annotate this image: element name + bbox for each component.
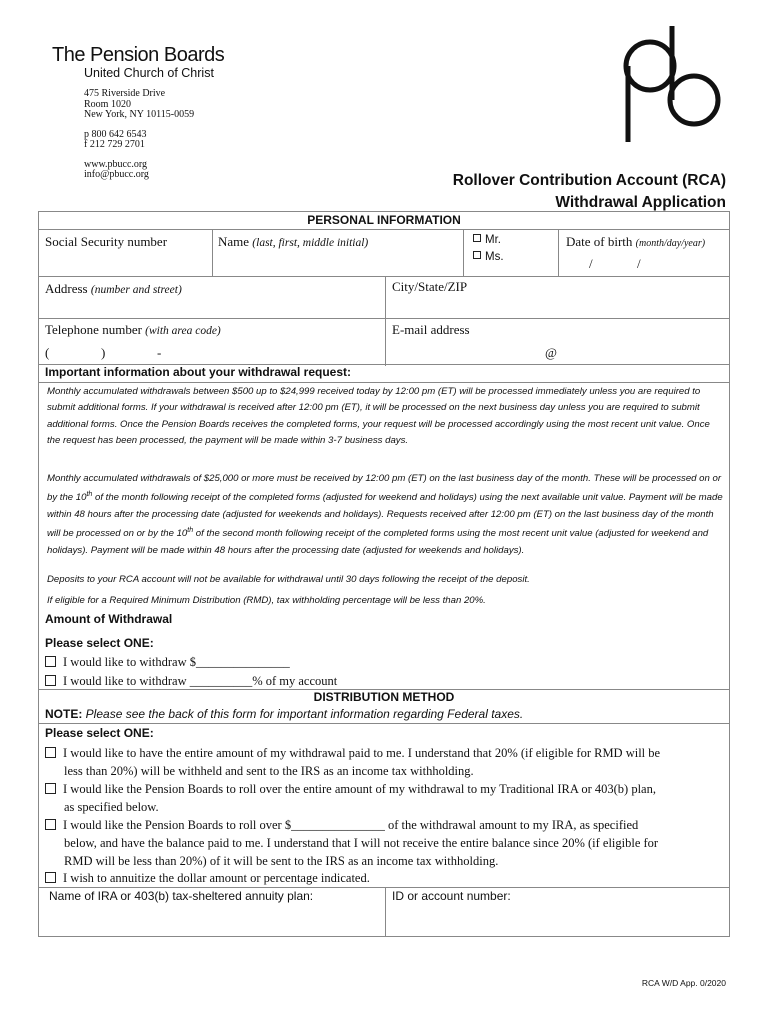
name-label: Name bbox=[218, 234, 253, 249]
form-title bbox=[453, 170, 726, 214]
option-3-line-2: below, and have the balance paid to me. I understand that I will not receive the entire balance since 20% (if eligible for bbox=[64, 836, 659, 850]
title-line-1: Rollover Contribution Account (RCA) bbox=[452, 172, 726, 189]
ssn-label: Social Security number bbox=[45, 234, 168, 249]
name-field[interactable] bbox=[218, 234, 368, 250]
address-field[interactable] bbox=[45, 281, 182, 297]
pb-logo-icon bbox=[618, 24, 726, 144]
account-id-field[interactable] bbox=[392, 889, 511, 903]
option-2-line-2: as specified below. bbox=[64, 800, 159, 814]
distribution-option-rollover-entire[interactable] bbox=[45, 780, 656, 816]
ms-box-icon bbox=[473, 251, 481, 259]
important-paragraph-2 bbox=[47, 471, 723, 559]
personal-info-title: PERSONAL INFORMATION bbox=[307, 213, 461, 227]
dob-slash-1: / bbox=[589, 256, 593, 271]
city-state-zip-field[interactable] bbox=[392, 279, 467, 295]
org-name: The Pension Boards bbox=[52, 44, 225, 66]
ms-label: Ms. bbox=[485, 251, 504, 263]
para2-sup-1: th bbox=[86, 491, 93, 499]
city-state-zip-label: City/State/ZIP bbox=[392, 279, 468, 294]
form-code: RCA W/D App. 0/2020 bbox=[641, 978, 726, 988]
important-paragraph-4: If eligible for a Required Minimum Distribution (RMD), tax withholding percentage will be less than 20%. bbox=[47, 595, 486, 606]
distribution-select-instruction: Please select ONE: bbox=[45, 726, 154, 740]
dob-label: Date of birth bbox=[566, 234, 636, 249]
amount-option-dollar[interactable] bbox=[45, 653, 290, 671]
option-4-label: I wish to annuitize the dollar amount or percentage indicated. bbox=[63, 871, 370, 885]
telephone-label: Telephone number bbox=[45, 322, 146, 337]
checkbox-icon bbox=[45, 675, 56, 686]
note-text: Please see the back of this form for important information regarding Federal taxes. bbox=[85, 707, 524, 721]
amount-option-percent-label: I would like to withdraw __________% of my account bbox=[63, 674, 338, 688]
option-1-line-2: less than 20%) will be withheld and sent to the IRS as an income tax withholding. bbox=[64, 764, 474, 778]
para2-sup-2: th bbox=[187, 527, 194, 535]
telephone-hint: (with area code) bbox=[145, 325, 221, 337]
ira-plan-name-field[interactable] bbox=[49, 889, 313, 903]
checkbox-icon bbox=[45, 819, 56, 830]
ssn-field[interactable] bbox=[45, 234, 167, 250]
dob-hint: (month/day/year) bbox=[635, 238, 706, 249]
checkbox-icon bbox=[45, 872, 56, 883]
distribution-option-paid-to-me[interactable] bbox=[45, 744, 660, 780]
address-line-3: New York, NY 10115-0059 bbox=[84, 109, 195, 120]
federal-tax-note bbox=[45, 707, 523, 721]
distribution-option-partial-rollover[interactable] bbox=[45, 816, 658, 870]
address-hint: (number and street) bbox=[90, 284, 182, 296]
withdrawal-form bbox=[38, 211, 730, 937]
fax-number: f 212 729 2701 bbox=[84, 139, 145, 150]
option-3-line-3: RMD will be less than 20%) of it will be sent to the IRS as an income tax withholding. bbox=[64, 854, 499, 868]
email-field[interactable] bbox=[392, 322, 470, 338]
dob-slash-2: / bbox=[637, 256, 641, 271]
important-paragraph-3: Deposits to your RCA account will not be available for withdrawal until 30 days following the receipt of the deposit. bbox=[47, 574, 530, 585]
email-at-sign: @ bbox=[545, 345, 557, 360]
phone-number: p 800 642 6543 bbox=[84, 128, 147, 140]
para2-text-c: of the second month following receipt of the completed forms using the most recent unit value (adjusted for weekend and holidays). Payment will be made within 48 hours after the processing date (adjusted for weekends and holidays). bbox=[47, 528, 709, 556]
checkbox-icon bbox=[45, 747, 56, 758]
mr-checkbox[interactable] bbox=[473, 234, 501, 246]
phone-dash: - bbox=[157, 345, 162, 360]
address-label: Address bbox=[45, 281, 91, 296]
amount-option-dollar-label: I would like to withdraw $_______________ bbox=[63, 655, 290, 669]
option-3-line-1: I would like the Pension Boards to roll over $_______________ of the withdrawal amount to my IRA, as specified bbox=[63, 818, 639, 832]
para2-text-a: Monthly accumulated withdrawals of $25,000 or more must be received by 12:00 pm (ET) on the last business day of the month. These will be processed on or by the 10 bbox=[47, 473, 722, 504]
contact-email: info@pbucc.org bbox=[84, 169, 149, 180]
org-subtitle: United Church of Christ bbox=[84, 66, 214, 80]
email-label: E-mail address bbox=[392, 322, 470, 337]
mr-box-icon bbox=[473, 234, 481, 242]
org-header bbox=[52, 44, 224, 181]
distribution-method-title: DISTRIBUTION METHOD bbox=[313, 690, 455, 704]
website: www.pbucc.org bbox=[84, 158, 148, 170]
account-id-label: ID or account number: bbox=[392, 889, 511, 903]
phone-paren-open: ( bbox=[45, 345, 50, 360]
amount-select-instruction: Please select ONE: bbox=[45, 636, 154, 650]
important-heading: Important information about your withdrawal request: bbox=[45, 365, 352, 379]
option-2-line-1: I would like the Pension Boards to roll over the entire amount of my withdrawal to my Traditional IRA or 403(b) plan, bbox=[63, 782, 656, 796]
phone-paren-close: ) bbox=[101, 345, 106, 360]
telephone-field[interactable] bbox=[45, 322, 221, 338]
amount-option-percent[interactable] bbox=[45, 672, 337, 690]
dob-field[interactable] bbox=[566, 234, 705, 250]
checkbox-icon bbox=[45, 656, 56, 667]
note-label: NOTE: bbox=[45, 707, 86, 721]
option-1-line-1: I would like to have the entire amount of my withdrawal paid to me. I understand that 20% (if eligible for RMD will be bbox=[63, 746, 661, 760]
ira-plan-name-label: Name of IRA or 403(b) tax-sheltered annuity plan: bbox=[49, 889, 314, 903]
name-hint: (last, first, middle initial) bbox=[252, 237, 369, 249]
mr-label: Mr. bbox=[485, 234, 501, 246]
address-line-2: Room 1020 bbox=[84, 98, 131, 110]
important-paragraph-1: Monthly accumulated withdrawals between $500 up to $24,999 received today by 12:00 pm (ET) will be processed immediately unless you are required to submit additional forms. If your withdrawal is received after 12:00 pm (ET), it will be processed on the next business day unless you are required to submit additional forms. Once the Pension Boards receives the completed forms, your request will be processed accordingly using the most recent unit value. Once the request has been processed, the payment will be made within 3-7 business days. bbox=[47, 386, 710, 447]
para2-text-b: of the month following receipt of the completed forms (adjusted for weekend and holidays) using the next available unit value. Payment will be made within 48 hours after the processing date (adjusted for weekends and holidays). Requests received after 12:00 pm (ET) on the last business day of the month will be processed on or by the 10 bbox=[47, 492, 723, 540]
address-line-1: 475 Riverside Drive bbox=[84, 88, 166, 99]
checkbox-icon bbox=[45, 783, 56, 794]
ms-checkbox[interactable] bbox=[473, 251, 504, 263]
title-line-2: Withdrawal Application bbox=[555, 194, 726, 211]
amount-heading: Amount of Withdrawal bbox=[45, 612, 173, 626]
distribution-option-annuitize[interactable] bbox=[45, 869, 370, 887]
